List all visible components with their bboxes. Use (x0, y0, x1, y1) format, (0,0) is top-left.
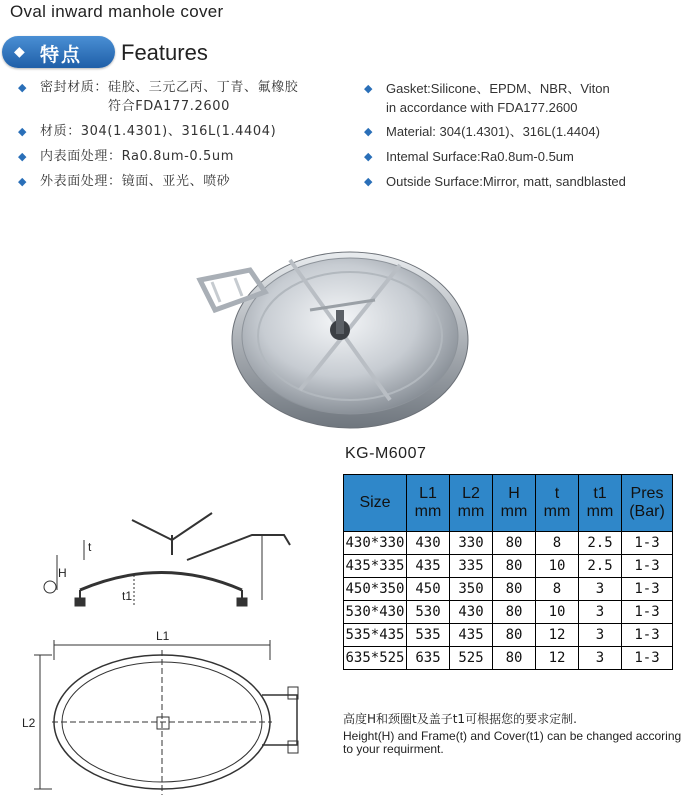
note-cn: 高度H和颈圈t及盖子t1可根据您的要求定制. (343, 712, 577, 726)
drawing-labels (22, 540, 170, 730)
spec-table (343, 474, 673, 670)
diamond-bullet-icon: ◆ (18, 151, 27, 163)
technical-drawing (22, 495, 327, 795)
column-header-l2: L2 mm (450, 475, 493, 532)
column-header-h: H mm (493, 475, 536, 532)
column-header-size: Size (344, 475, 407, 532)
label-h: H (58, 566, 67, 580)
note-en: Height(H) and Frame(t) and Cover(t1) can be changed accoring to your requirment. (343, 729, 682, 756)
diamond-bullet-icon: ◆ (18, 176, 27, 188)
label-l1: L1 (156, 629, 170, 643)
label-t: t (88, 540, 92, 554)
side-view (34, 513, 298, 795)
table-row: 530*430 530 430 80 10 3 1-3 (344, 601, 673, 624)
features-heading: Features (121, 40, 208, 65)
page-title: Oval inward manhole cover (10, 2, 224, 21)
model-number: KG-M6007 (345, 445, 427, 462)
manhole-cover-photo (190, 240, 470, 430)
column-header-l1: L1 mm (407, 475, 450, 532)
column-header-pres: Pres (Bar) (622, 475, 673, 532)
diamond-icon: ◆ (14, 43, 25, 59)
diamond-bullet-icon: ◆ (18, 82, 27, 94)
column-header-t1: t1 mm (579, 475, 622, 532)
diamond-bullet-icon: ◆ (364, 151, 373, 163)
table-row: 430*330 430 330 80 8 2.5 1-3 (344, 532, 673, 555)
table-header-row (344, 475, 673, 532)
table-row: 535*435 535 435 80 12 3 1-3 (344, 624, 673, 647)
features-badge (2, 36, 115, 68)
diamond-bullet-icon: ◆ (18, 126, 27, 138)
diamond-bullet-icon: ◆ (364, 176, 373, 188)
table-row: 435*335 435 335 80 10 2.5 1-3 (344, 555, 673, 578)
table-row: 635*525 635 525 80 12 3 1-3 (344, 647, 673, 670)
column-header-t: t mm (536, 475, 579, 532)
diamond-bullet-icon: ◆ (364, 83, 373, 95)
features-badge-label: 特点 (40, 44, 83, 66)
label-t1: t1 (122, 589, 133, 603)
table-row: 450*350 450 350 80 8 3 1-3 (344, 578, 673, 601)
diamond-bullet-icon: ◆ (364, 126, 373, 138)
label-l2: L2 (22, 716, 36, 730)
